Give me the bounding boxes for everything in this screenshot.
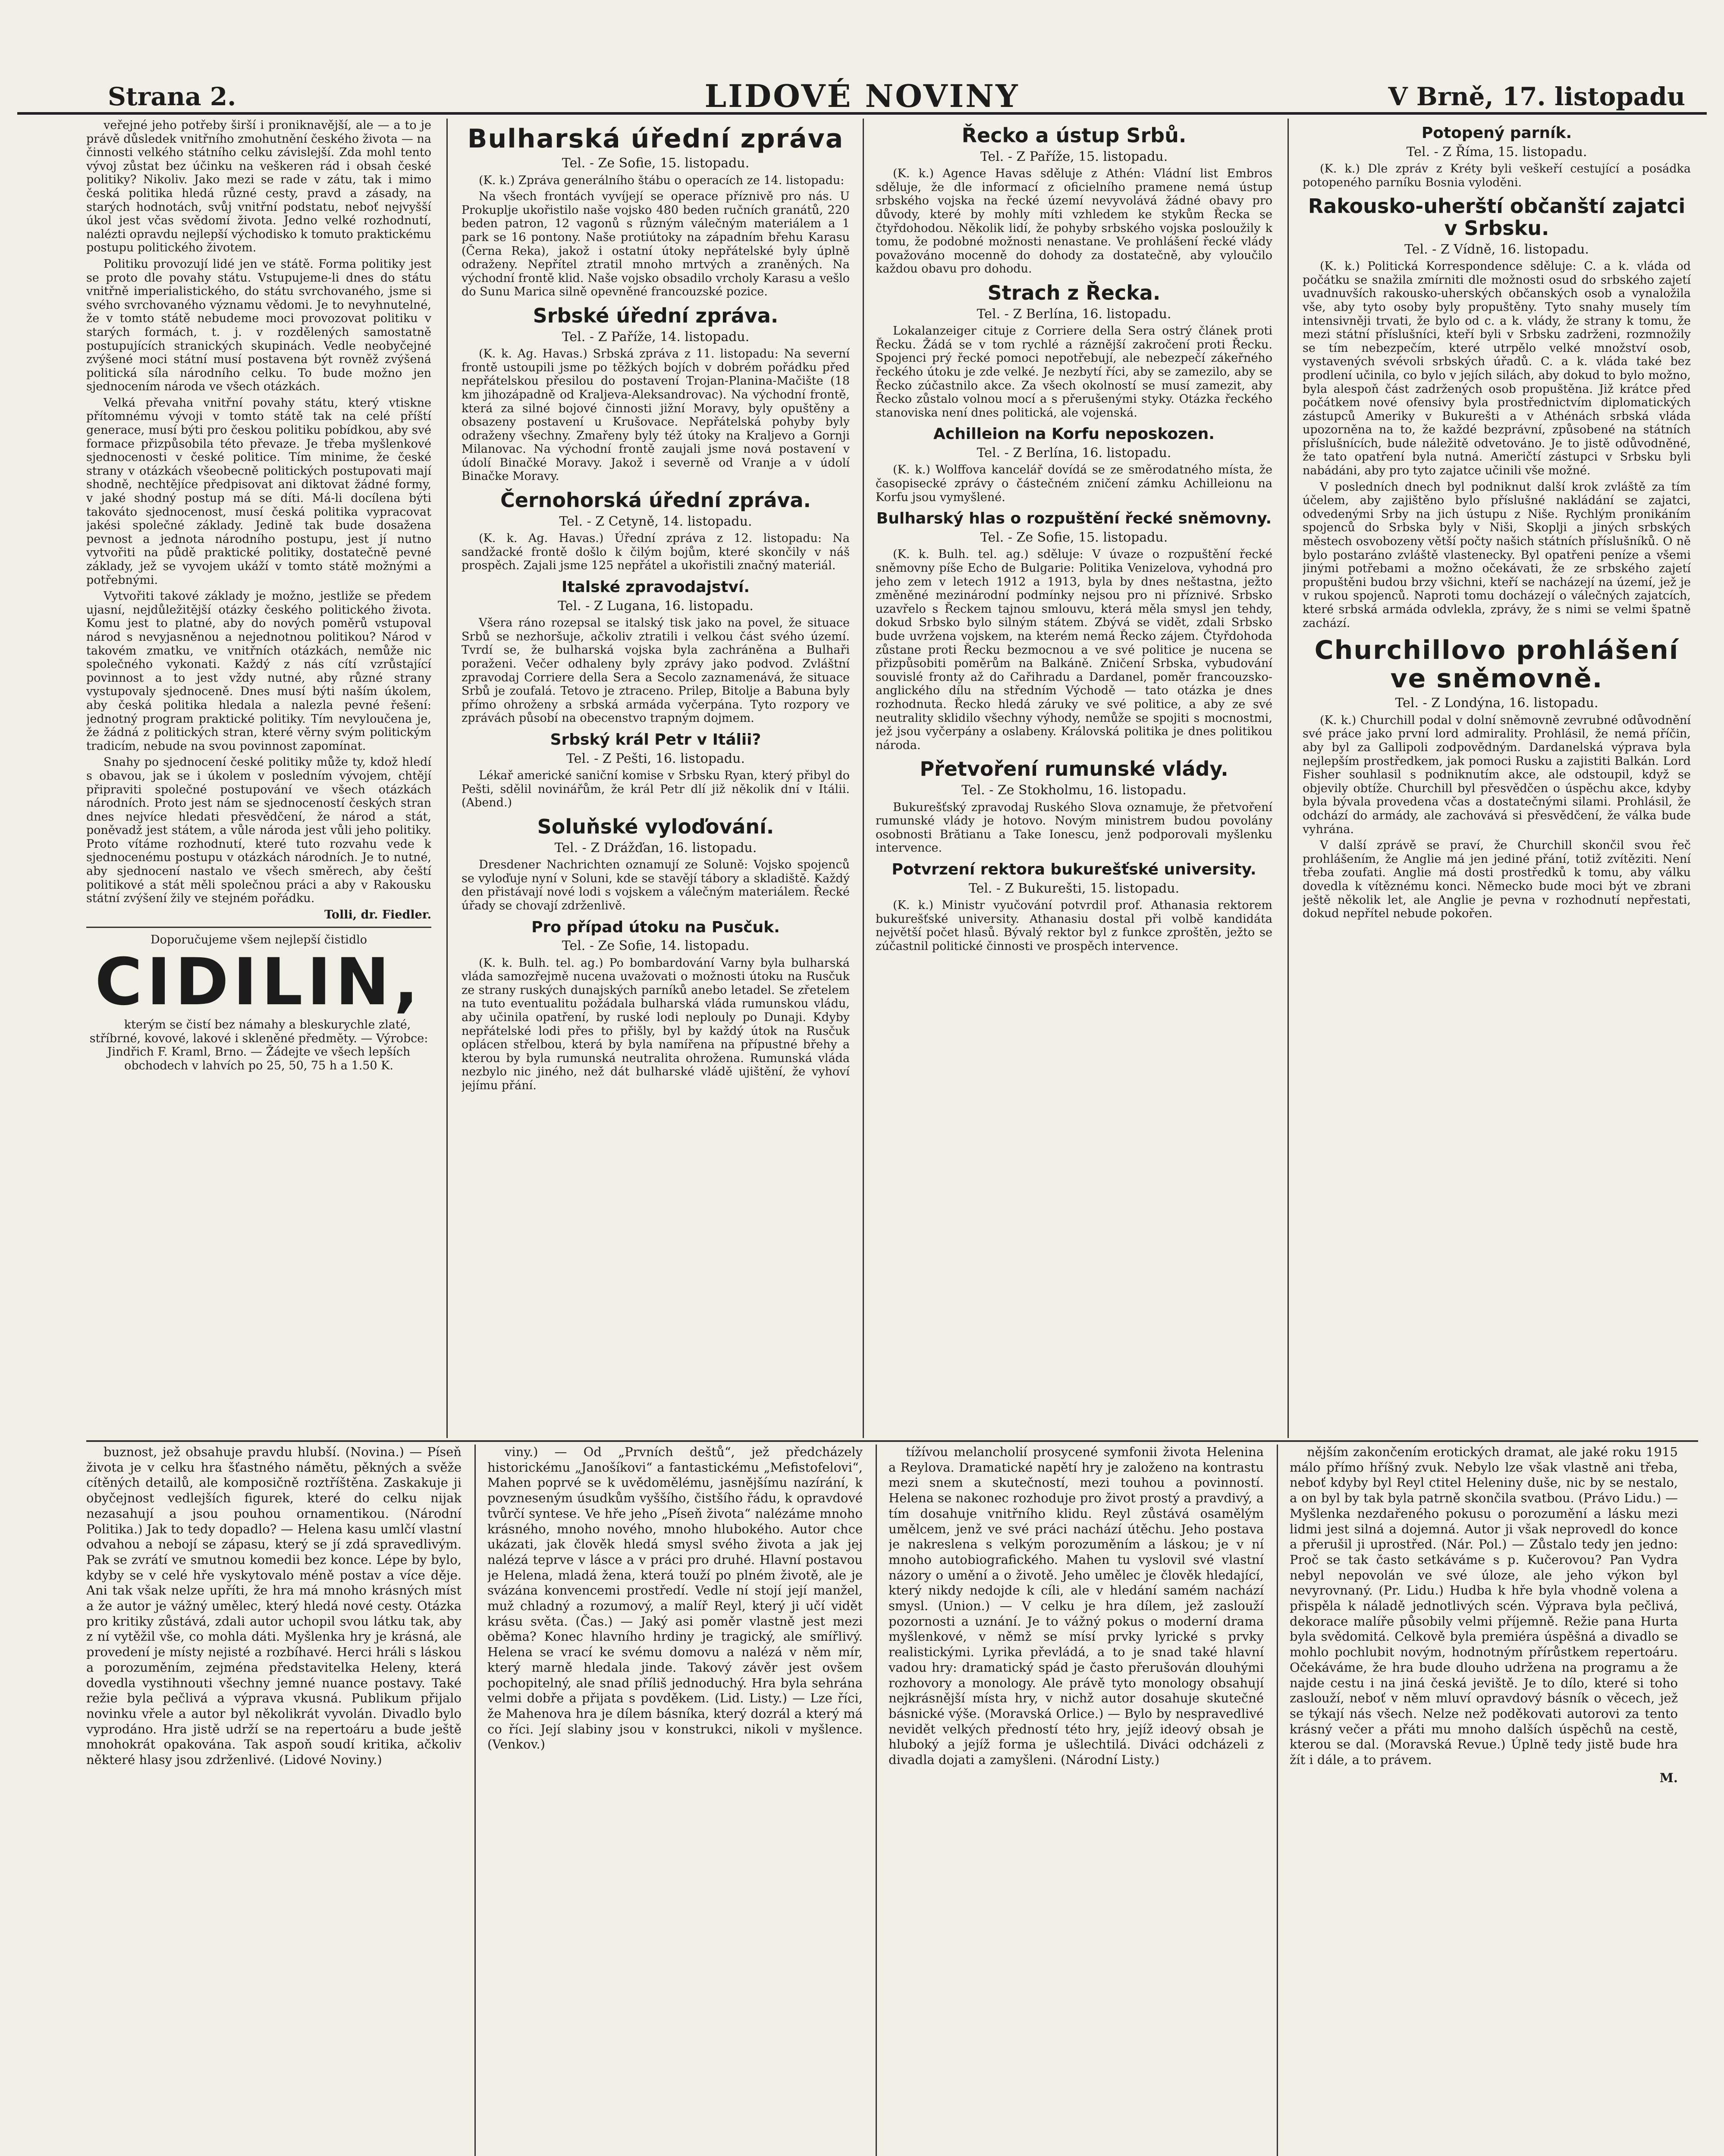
dateline: Tel. - Z Paříže, 15. listopadu.: [980, 149, 1168, 164]
article-paragraph: (K. k.) Wolffova kancelář dovídá se ze směrodatného místa, že časopisecké zprávy o částečném zničení zámku Achilleionu na Korfu jsou vymyšlené.: [876, 463, 1272, 504]
page-header: [17, 73, 1707, 115]
column-divider: [1288, 119, 1289, 1438]
article-paragraph: (K. k.) Dle zpráv z Kréty byli veškeří cestující a posádka potopeného parníku Bosnia vyloděni.: [1303, 162, 1691, 189]
feuilleton-text: tížívou melancholií prosycené symfonii života Helenina a Reylova. Dramatické napětí hry je založeno na kontrastu mezi snem a skutečností, mezi touhou a povinností. Helena se nakonec rozhoduje pro život prostý a pravdivý, a tím dosahuje vnitřního klidu. Reyl zůstává osamělým umělcem, jenž ve své práci nachází útěchu. Jeho postava je nakreslena s velkým porozuměním a láskou; je v ní mnoho autobiografického. Mahen tu vyslovil své vlastní názory o umění a o životě. Jeho umělec je člověk hledající, který nikdy nedojde k cíli, ale v hledání samém nachází smysl. (Union.) — V celku je hra dílem, jež zaslouží pozornosti a uznání. Je to vážný pokus o moderní drama myšlenkové, v němž se mísí prvky lyrické s prvky realistickými. Lyrika převládá, a to je snad také hlavní vadou hry: dramatický spád je často přerušován dlouhými rozhovory a monology. Ale právě tyto monology obsahují nejkrásnější místa hry, v nichž autor dosahuje skutečné básnické výše. (Moravská Orlice.) — Bylo by nespravedlivé nevidět velkých předností této hry, jejíž ideový obsah je hluboký a jejíž forma je ušlechtilá. Diváci odcházeli z divadla dojati a zamyšleni. (Národní Listy.): [889, 1445, 1264, 1767]
dateline: Tel. - Ze Sofie, 15. listopadu.: [562, 156, 750, 171]
feuilleton-divider: [86, 1440, 1698, 1442]
headline-salonika-landing: Soluňské vyloďování.: [537, 815, 774, 838]
article-paragraph: (K. k.) Churchill podal v dolní sněmovně zevrubné odůvodnění své práce jako první lord admirality. Prohlásil, že nemá příčin, aby byl za Gallipoli zodpovědným. Dardanelská výprava byla nejlepším prostředkem, jak pomoci Rusku a zajistiti Balkán. Lord Fisher souhlasil s podniknutím akce, ale odstoupil, když se objevily obtíže. Churchill byl přesvědčen o úspěchu akce, kdyby byla bývala provedena včas a dostatečnými silami. Prohlásil, že odchází do armády, ale zachovává si přesvědčení, že válka bude vyhrána.: [1303, 713, 1691, 836]
column-2: [462, 119, 850, 1438]
article-paragraph: Všera ráno rozepsal se italský tisk jako na povel, že situace Srbů se nezhoršuje, ačkoliv ztratili i velkou část svého území. Tvrdí se, že bulharská vojska byla zachráněna a Bulhaři poraženi. Večer odhaleny byly zprávy jako podvod. Zvláštní zpravodaj Corriere della Sera a Secolo zaznamenává, že situace Srbů je zoufalá. Tetovo je ztraceno. Prilep, Bitolje a Babuna byly přímo ohroženy a srbská armáda vyčerpána. Tyto rozpory ve zprávách působí na obecenstvo trapným dojmem.: [462, 616, 850, 725]
editorial-signature: Tolli, dr. Fiedler.: [324, 908, 431, 921]
issue-date: V Brně, 17. listopadu: [1388, 82, 1685, 111]
headline-romanian-government: Přetvoření rumunské vlády.: [920, 757, 1228, 781]
headline-churchill: Churchillovo prohlášení ve sněmovně.: [1314, 635, 1679, 694]
feuilleton-signature: M.: [1659, 1770, 1678, 1785]
dateline: Tel. - Z Lugana, 16. listopadu.: [558, 598, 754, 614]
dateline: Tel. - Z Berlína, 16. listopadu.: [977, 306, 1171, 322]
column-divider: [876, 1445, 877, 2156]
column-1: [86, 119, 431, 1438]
headline-serbian-report: Srbské úřední zpráva.: [533, 304, 779, 327]
column-divider: [1277, 1445, 1278, 2156]
headline-ruse-attack: Pro případ útoku na Pusčuk.: [531, 918, 780, 936]
dateline: Tel. - Z Londýna, 16. listopadu.: [1395, 696, 1598, 711]
article-paragraph: (K. k.) Agence Havas sděluje z Athén: Vládní list Embros sděluje, že dle informací z oficielního pramene nemá ústup srbského vojska na řecké území nevyvolává žádné obavy pro důvody, které by mohly míti vzhledem ke stykům Řecka se čtyřdohodou. Několik lidí, že pohyby srbského vojska posloužily k tomu, že podobné možnosti nenastane. Ve prohlášení řecké vlády považováno mocenně do dohody za dostatečně, aby vyloučilo každou obavu pro dohodu.: [876, 167, 1272, 276]
article-paragraph: (K. k. Ag. Havas.) Úřední zpráva z 12. listopadu: Na sandžacké frontě došlo k čilým bojům, které skončily v náš prospěch. Zajali jsme 125 nepřátel a ukořistili značný materiál.: [462, 532, 850, 573]
article-paragraph: (K. k.) Zpráva generálního štábu o operacích ze 14. listopadu:: [479, 173, 845, 187]
article-paragraph: Lékař americké saniční komise v Srbsku Ryan, který přibyl do Pešti, sdělil novinářům, že král Petr dlí již několik dní v Itálii. (Abend.): [462, 769, 850, 810]
headline-king-petr: Srbský král Petr v Itálii?: [550, 730, 761, 749]
dateline: Tel. - Z Bukurešti, 15. listopadu.: [968, 881, 1180, 896]
feuilleton-column-1: [86, 1445, 462, 2156]
editorial-paragraph: Politiku provozují lidé jen ve státě. Forma politiky jest se proto dle povahy státu. Vstupujeme-li dnes do státu vnitřně imperialistického, do státu svrchovaného, jsme si svého svrchovaného významu vědomi. Je to nevyhnutelné, že v tomto státě nebudeme moci provozovat politiku v starých formách, t. j. v rozdělených samostatně postupujících stranických skupinách. Vedle neobyčejné zvýšené moci státní musí postavena být rovněž zvýšená politická síla národního celku. To bude možno jen sjednocením národa ve všech otázkách.: [86, 257, 431, 394]
page-number: Strana 2.: [108, 82, 236, 111]
dateline: Tel. - Ze Stokholmu, 16. listopadu.: [961, 782, 1187, 798]
dateline: Tel. - Z Říma, 15. listopadu.: [1406, 144, 1587, 160]
headline-italian-news: Italské zpravodajství.: [561, 578, 750, 596]
editorial-paragraph: Vytvořiti takové základy je možno, jestliže se předem ujasní, nejdůležitější otázky českého politického života. Komu jest to platné, aby do nových poměrů vstupoval národ s nevyjasněnou a nejednotnou politikou? Národ v takovém zmatku, ve vnitřních otázkách, nemůže nic společného vykonati. Každý z nás cítí vzrůstající povinnost a to jest vždy nutné, aby různé strany vystupovaly sjednoceně. Dnes musí býti naším úkolem, aby česká politika hledala a nalezla pevné řešení: jednotný program praktické politiky. Tím nevyloučena je, že žádná z politických stran, které věrny svým politickým tradicím, nebude na svou povinnost zapomínat.: [86, 589, 431, 753]
article-paragraph: Lokalanzeiger cituje z Corriere della Sera ostrý článek proti Řecku. Žádá se v tom rychlé a ráznější zakročení proti Řecku. Spojenci prý řecké pomoci nepotřebují, ale nebezpečí zákeřného řeckého útoku je zde velké. Je nezbytí říci, aby se zamezilo, aby se Řecko zúčastnilo akce. Za všech okolností se musí zamezit, aby Řecko zůstalo volnou mocí a s přerušenými styky. Otázka řeckého stanoviska není dnes politická, ale vojenská.: [876, 324, 1272, 420]
cidilin-advertisement: [86, 933, 431, 1072]
headline-bucharest-rector: Potvrzení rektora bukurešťské university.: [892, 860, 1256, 878]
feuilleton-column-2: [487, 1445, 863, 2156]
feuilleton-text: viny.) — Od „Prvních deštů“, jež předcházely historickému „Janošíkovi“ a fantastickému „Mefistofelovi“, Mahen poprvé se k uvědomělému, jasnějšímu nazírání, k povzneseným úsudkům vyššího, čistšího řádu, k opravdové tvůrčí syntese. Ve hře jeho „Píseň života“ nalézáme mnoho krásného, mnoho nového, mnoho hlubokého. Autor chce ukázati, jak člověk hledá smysl svého života a jak jej nalézá teprve v lásce a v práci pro druhé. Hlavní postavou je Helena, mladá žena, která touží po plném životě, ale je svázána konvencemi prostředí. Vedle ní stojí její manžel, muž chladný a rozumový, a malíř Reyl, který ji učí vidět krásu světa. (Čas.) — Jaký asi poměr vlastně jest mezi oběma? Konec hlavního hrdiny je tragický, ale smířlivý. Helena se vrací ke svému domovu a nalézá v něm mír, který marně hledala jinde. Takový závěr jest ovšem pochopitelný, ale snad příliš jednoduchý. Hra byla sehrána velmi dobře a přijata s povděkem. (Lid. Listy.) — Lze říci, že Mahenova hra je dílem básníka, který dozrál a který má co říci. Její slabiny jsou v konstrukci, nikoli v myšlence. (Venkov.): [487, 1445, 863, 1752]
column-divider: [474, 1445, 476, 2156]
column-3: [876, 119, 1272, 1438]
feuilleton-column-4: [1290, 1445, 1678, 2156]
headline-greek-parliament: Bulharský hlas o rozpuštění řecké sněmovny.: [876, 510, 1272, 528]
ad-text: kterým se čistí bez námahy a bleskurychle zlaté, stříbrné, kovové, lakové i skleněné předměty. — Výrobce: Jindřich F. Kraml, Brno. — Žádejte ve všech lepších obchodech v lahvích po 25, 50, 75 h a 1.50 K.: [89, 1018, 428, 1072]
editorial-paragraph: Snahy po sjednocení české politiky může ty, kdož hledí s obavou, jak se i úkolem v posledním vývojem, chtějí připraviti společné postupování ve všech otázkách národních. Proto jest nám se sjednoceností českých stran dnes nejvíce hledati přesvědčení, že národ a stát, poněvadž jest státem, a vůle národa jest vůli jeho politiky. Proto vítáme rozhodnutí, které tuto rozvahu vede k sjednocenému postupu v otázkách národních. Je to nutné, aby sjednocení nastalo ve všech směrech, aby čeští politikové a stát měli společnou práci a aby v Rakousku státní zvýšení žily ve stejném pořádku.: [86, 755, 431, 906]
feuilleton-column-3: [889, 1445, 1264, 2156]
article-paragraph: (K. k. Bulh. tel. ag.) sděluje: V úvaze o rozpuštění řecké sněmovny píše Echo de Bulgarie: Politika Venizelova, vyhodná pro jeho zem v letech 1912 a 1913, byla by dnes neštastna, ježto změněné mezinárodní podmínky nejsou pro ni příznivé. Srbsko uzavřelo s Řeckem tajnou smlouvu, která měla smysl jen tehdy, dokud Srbsko bylo silným státem. Zbývá se vidět, zdali Srbsko bude uvržena vojskem, na kterém nemá Řecko zájem. Čtyřdohoda zůstane proti Řecku bezmocnou a ve své politice je nucena se přizpůsobiti poměrům na Balkáně. Zničení Srbska, vybudování souvislé fronty až do Cařihradu a Dardanel, poměr francouzsko-anglického dílu na středním Východě — tato otázka je dnes rozhodnuta. Řecko hledá záruky ve své politice, a aby ze své neutrality sklidilo všechny výhody, nemůže se spojiti s mocnostmi, jež jsou vyčerpány a oslabeny. Královská politika je dnes politikou národa.: [876, 548, 1272, 752]
ad-tagline: Doporučujeme všem nejlepší čistidlo: [150, 933, 367, 947]
article-paragraph: V posledních dnech byl podniknut další krok zvláště za tím účelem, aby zajištěno bylo příslušné nakládání se zajatci, odvedenými Srby na jich ústupu z Niše. Rychlým pronikáním spojenců do Srbska byly v Niši, Skoplji a jiných srbských městech osvobozeny větší počty našich státních příslušníků. O ně bylo postaráno zvláště vlastenecky. Byl opatřeni peníze a všemi jinými potřebami a možno očekávati, že ze srbského zajetí propuštěni budou brzy všichni, kteří se nacházejí na území, jež je v rukou spojenců. Naproti tomu docházejí o válečných zajatcích, které srbská armáda odvlekla, zprávy, že s nimi se velmi špatně zachází.: [1303, 480, 1691, 630]
article-paragraph: (K. k. Bulh. tel. ag.) Po bombardování Varny byla bulharská vláda samozřejmě nucena uvažovati o možnosti útoku na Rusčuk ze strany ruských dunajských parníků anebo letadel. Se zřetelem na tuto eventualitu požádala bulharská vláda rumunskou vládu, aby učinila opatření, by ruské lodi neplouly po Dunaji. Kdyby nepřátelské lodi přes to přišly, byl by každý útok na Rusčuk oplácen střelbou, která by byla namířena na přípustné břehy a kterou by byla rumunská neutralita ohrožena. Rumunská vláda nezbylo nic jiného, než dát bulharské vládě ujištění, že vyhoví jejímu přání.: [462, 956, 850, 1093]
headline-achilleion: Achilleion na Korfu neposkozen.: [933, 425, 1215, 443]
dateline: Tel. - Ze Sofie, 15. listopadu.: [980, 530, 1168, 545]
headline-greece-serbs: Řecko a ústup Srbů.: [961, 124, 1187, 147]
article-paragraph: (K. k.) Ministr vyučování potvrdil prof. Athanasia rektorem bukurešťské university. Athanasiu dostal při volbě kandidáta největší počet hlasů. Bývalý rektor byl z funkce zproštěn, ježto se zúčastnil politické činnosti ve prospěch intervence.: [876, 899, 1272, 953]
editorial-paragraph: Velká převaha vnitřní povahy státu, který vtiskne přítomnému vývoji v tomto státě tak na celé příští generace, musí býti pro českou politiku pobídkou, aby své formace přizpůsobila této převaze. Je třeba myšlenkové sjednocenosti v české politice. Tím minime, že české strany v otázkách všeobecně politických postupovati mají shodně, nechtějíce předpisovat ani diktovat žádné formy, v jaké shodný postup má se díti. Má-li docílena býti takováto sjednocenost, musí česká politika vypracovat jakési společné základy. Jedině tak bude dosažena pevnost a jednota národního postupu, jest jí nutno vytvořiti na půdě praktické politiky, dostatečně pevné základy, jež se vyvojem ukáží v tomto státě možnými a potřebnými.: [86, 396, 431, 587]
column-divider: [446, 119, 448, 1438]
article-paragraph: Bukurešťský zpravodaj Ruského Slova oznamuje, že přetvoření rumunské vlády je hotovo. Novým ministrem budou povolány osobnosti Brătianu a Take Ionescu, jenž podporovali myšlenku intervence.: [876, 800, 1272, 855]
column-divider: [863, 119, 864, 1438]
ad-brand: CIDILIN,: [94, 945, 423, 1020]
headline-sunk-steamer: Potopený parník.: [1421, 124, 1572, 142]
headline-civil-prisoners: Rakousko-uherští občanští zajatci v Srbsku.: [1308, 194, 1686, 240]
headline-fear-of-greece: Strach z Řecka.: [987, 281, 1161, 304]
article-paragraph: (K. k.) Politická Korrespondence sděluje: C. a k. vláda od počátku se snažila zmírniti dle možnosti osud do srbského zajetí uvadnuvších rakousko-uherských občanských osob a vynaložila vše, aby tyto osoby byly propuštěny. Tyto snahy musely tím intensivněji trvati, že bylo od c. a k. vlády, že strany k tomu, že mezi státní příslušníci, kteří byli v Srbsku zadrženi, rozmnožily se tím nebezpečím, které utrpělo velké množství osob, vystavených svévoli srbských úřadů. C. a k. vláda také bez prodlení učinila, co bylo v jejích silách, aby dokud to bylo možno, byla alespoň část zadržených osob propuštěna. Již krátce před počátkem nové ofensivy byla prostřednictvím diplomatických zástupců Ameriky v Bukurešti a v Athénách srbská vláda upozorněna na to, že každé bezprávní, způsobené na státních příslušnících, bude náležitě odvetováno. Je to jistě odůvodněné, že tato opatření byla nutná. Američtí zástupci v Srbsku byli nabádáni, aby pro tyto zajatce učinili vše možné.: [1303, 260, 1691, 478]
dateline: Tel. - Z Drážďan, 16. listopadu.: [554, 840, 757, 856]
divider: [86, 927, 431, 928]
dateline: Tel. - Ze Sofie, 14. listopadu.: [562, 938, 750, 954]
dateline: Tel. - Z Paříže, 14. listopadu.: [562, 329, 750, 345]
masthead: LIDOVÉ NOVINY: [704, 78, 1020, 114]
feuilleton-text: buznost, jež obsahuje pravdu hlubší. (Novina.) — Píseň života je v celku hra šťastného námětu, pěkných a svěže cítěných detailů, ale komposičně roztříštěna. Zaskakuje ji obyčejnost vedlejších figurek, které do celku nijak nezasahují a jsou pouhou ornamentikou. (Národní Politika.) Jak to tedy dopadlo? — Helena kasu umlčí vlastní odvahou a nebojí se zápasu, který se jí zdá spravedlivým. Pak se zvrátí ve smutnou komedii bez konce. Lépe by bylo, kdyby se v celé hře vyskytovalo méně postav a více děje. Ani tak však nelze upříti, že hra má mnoho krásných míst a že autor je vážný umělec, který hledá nové cesty. Otázka pro kritiky zůstává, zdali autor uchopil svou látku tak, aby z ní vytěžil vše, co mohla dáti. Myšlenka hry je krásná, ale provedení je místy nejisté a rozbíhavé. Herci hráli s láskou a porozuměním, zejména představitelka Heleny, která dovedla vystihnouti všechny jemné nuance postavy. Také režie byla pečlivá a výprava vkusná. Publikum přijalo novinku vřele a autor byl několikrát vyvolán. Divadlo bylo vyprodáno. Hra jistě udrží se na repertoáru a bude ještě mnohokrát opakována. Tak aspoň soudí kritika, ačkoliv některé hlasy jsou zdrženlivé. (Lidové Noviny.): [86, 1445, 462, 1767]
article-paragraph: V další zprávě se praví, že Churchill skončil svou řeč prohlášením, že Anglie má jen jediné přání, totiž zvítěziti. Není třeba zoufati. Anglie má dosti prostředků k tomu, aby válku dovedla k vítěznému konci. Německo bude moci být ve zbrani ještě několik let, ale Anglie je pevna v rozhodnutí nepřestati, dokud nepřítel nebude pokořen.: [1303, 839, 1691, 921]
headline-montenegrin-report: Černohorská úřední zpráva.: [500, 489, 811, 512]
article-paragraph: Na všech frontách vyvíjejí se operace příznivě pro nás. U Prokuplje ukořistilo naše vojsko 480 beden ručních granátů, 220 beden patron, 12 vagonů s různým válečným materiálem a 1 park se 16 pontony. Naše protiútoky na západním břehu Karasu (Černa Reka), jakož i ostatní útoky nepřátelské byly úplně odraženy. Nepřítel ztratil mnoho mrtvých a zraněných. Na východní frontě klid. Naše vojsko obsadilo vrcholy Karasu a vešlo do Sunu Marica silně opevněné francouzské pozice.: [462, 190, 850, 299]
column-4: [1303, 119, 1691, 1438]
article-paragraph: Dresdener Nachrichten oznamují ze Soluně: Vojsko spojenců se vyloďuje nyní v Soluni, kde se stavějí tábory a skladiště. Každý den přistávají nové lodi s vojskem a válečným materiálem. Řecké úřady se chovají zdrženlivě.: [462, 858, 850, 912]
article-paragraph: (K. k. Ag. Havas.) Srbská zpráva z 11. listopadu: Na severní frontě ustoupili jsme po těžkých bojích v dobrém pořádku před nepřátelskou přesilou do postavení Trojan-Planina-Mačište (18 km jihozápadně od Kraljeva-Aleksandrovac). Na východní frontě, která za silné bojové činnosti jižní Moravy, byly opuštěny a obsazeny postavení u Krušovace. Nepřátelská pohyby byly odraženy všechny. Zmařeny byly též útoky na Kraljevo a Gornji Milanovac. Na východní frontě zaujali jsme nová postavení v údolí Binačké Moravy. Jakož i severně od Vranje a v údolí Binačke Moravy.: [462, 347, 850, 483]
dateline: Tel. - Z Vídně, 16. listopadu.: [1404, 241, 1589, 257]
feuilleton-text: nějším zakončením erotických dramat, ale jaké roku 1915 málo přímo hříšný zvuk. Nebylo lze však vlastně ani třeba, neboť kdyby byl Reyl ctitel Heleniny duše, nic by se nestalo, a on byl by tak byla patrně skončila svatbou. (Právo Lidu.) — Myšlenka nezdařeného pokusu o porozumění a lásku mezi lidmi jest silná a dojemná. Autor ji však neprovedl do konce a přerušil ji uprostřed. (Nár. Pol.) — Zůstalo tedy jen jedno: Proč se tak často setkáváme s p. Kučerovou? Pan Vydra nebyl nepovolán ve své úloze, ale jeho výkon byl nevyrovnaný. (Pr. Lidu.) Hudba k hře byla vhodně volena a přispěla k náladě jednotlivých scén. Výprava byla pečlivá, dekorace malíře působily velmi příjemně. Režie pana Hurta byla svědomitá. Celkově byla premiéra úspěšná a divadlo se mohlo pochlubit novým, hodnotným přírůstkem repertoáru. Očekáváme, že hra bude dlouho udržena na programu a že najde cestu i na jiná česká jeviště. Je to dílo, které si toho zaslouží, neboť v něm mluví opravdový básník o věcech, jež se týkají nás všech. Nelze než poděkovati autorovi za tento krásný večer a přáti mu mnoho dalších úspěchů na cestě, kterou se dal. (Moravská Revue.) Úplně tedy jistě bude hra žít i dále, a to právem.: [1290, 1445, 1678, 1767]
headline-bulgarian-report: Bulharská úřední zpráva: [467, 124, 844, 154]
dateline: Tel. - Z Pešti, 16. listopadu.: [566, 751, 745, 766]
dateline: Tel. - Z Berlína, 16. listopadu.: [977, 445, 1171, 461]
dateline: Tel. - Z Cetyně, 14. listopadu.: [559, 514, 752, 529]
editorial-paragraph: veřejné jeho potřeby širší i proniknavější, ale — a to je právě důsledek vnitřního zmohutnění českého života — na činnosti velkého státního celku závislejší. Zda mohl tento vývoj zůstat bez účinku na veškeren rád i obsah české politiky? Nikoliv. Jako mezi se rade v zátu, tak i mimo česká politika hledá různé cesty, pravd a zásady, na starých hodnotách, svůj vnitřní podstatu, neboť nejvyšší úkol jest včas svědomí života. Jedno velké rozhodnutí, nalézti opravdu nejlepší východisko k tomuto praktickému postupu politického životem.: [86, 119, 431, 255]
